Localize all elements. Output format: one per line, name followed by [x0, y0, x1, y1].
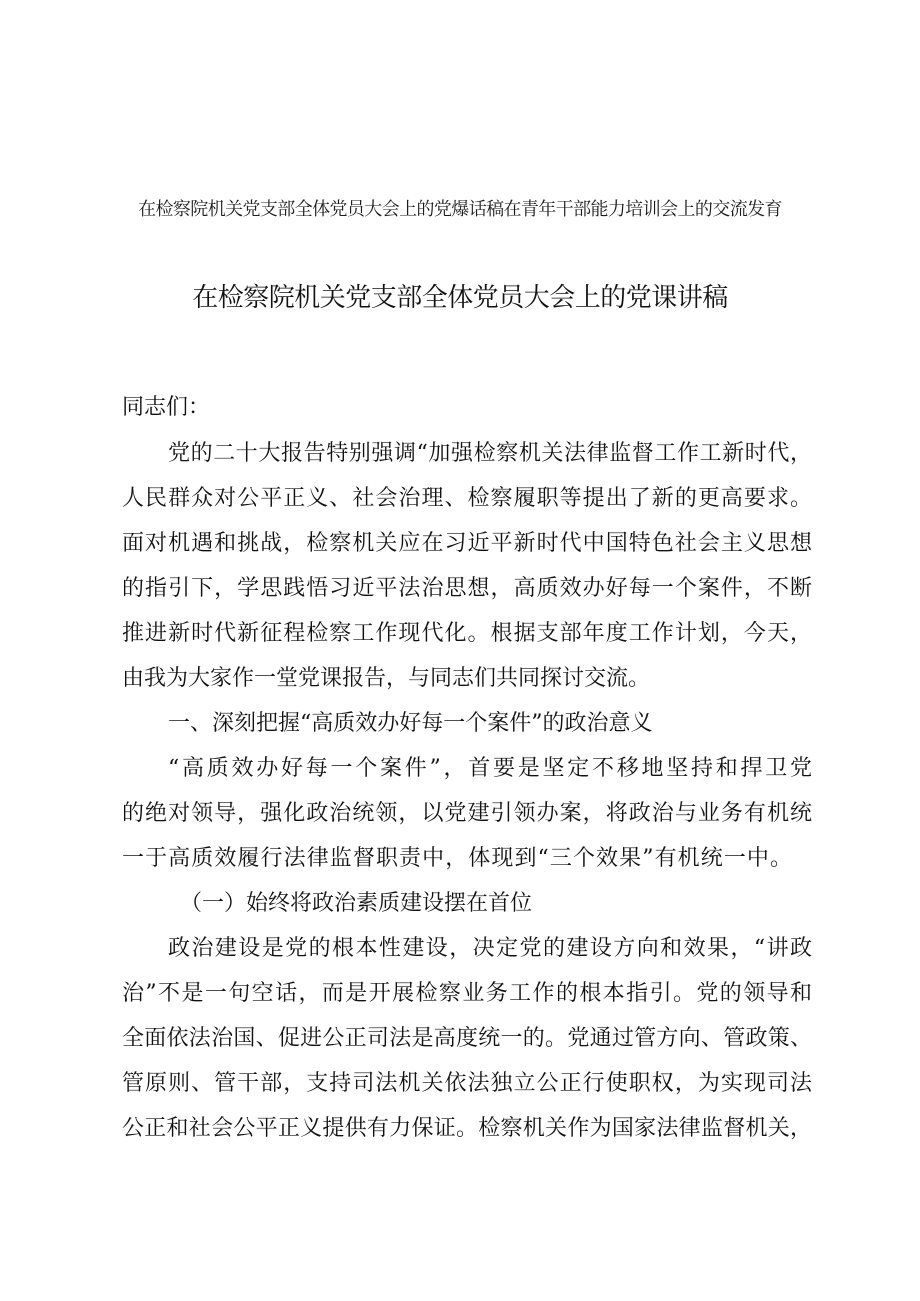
- body-line-9: 的绝对领导，强化政治统领，以党建引领办案，将政治与业务有机统: [122, 801, 812, 826]
- subsection-heading-1: （一）始终将政治素质建设摆在首位: [180, 891, 533, 916]
- document-body: [122, 386, 812, 856]
- body-line-1: 党的二十大报告特别强调“加强检察机关法律监督工作工新时代，: [168, 441, 812, 466]
- body-line-13: 治”不是一句空话，而是开展检察业务工作的根本指引。党的领导和: [122, 981, 812, 1006]
- document-body-continued: [122, 837, 812, 1257]
- body-line-5: 推进新时代新征程检察工作现代化。根据支部年度工作计划，今天，: [122, 621, 812, 646]
- body-line-14: 全面依法治国、促进公正司法是高度统一的。党通过管方向、管政策、: [122, 1026, 812, 1051]
- body-line-2: 人民群众对公平正义、社会治理、检察履职等提出了新的更高要求。: [122, 486, 812, 511]
- salutation: 同志们：: [122, 395, 211, 420]
- document-title: 在检察院机关党支部全体党员大会上的党课讲稿: [192, 283, 728, 313]
- body-line-4: 的指引下，学思践悟习近平法治思想，高质效办好每一个案件，不断: [122, 576, 812, 601]
- body-line-10: 一于高质效履行法律监督职责中，体现到“三个效果”有机统一中。: [122, 846, 792, 871]
- body-line-6: 由我为大家作一堂党课报告，与同志们共同探讨交流。: [122, 666, 651, 691]
- body-line-16: 公正和社会公平正义提供有力保证。检察机关作为国家法律监督机关，: [122, 1116, 812, 1141]
- body-line-8: “高质效办好每一个案件”，首要是坚定不移地坚持和捍卫党: [168, 756, 812, 781]
- body-line-3: 面对机遇和挑战，检察机关应在习近平新时代中国特色社会主义思想: [122, 531, 812, 556]
- body-line-12: 政治建设是党的根本性建设，决定党的建设方向和效果，“讲政: [168, 936, 812, 961]
- running-header: 在检察院机关党支部全体党员大会上的党爆话稿在青年干部能力培训会上的交流发育: [138, 199, 782, 220]
- section-heading-1: 一、深刻把握“高质效办好每一个案件”的政治意义: [168, 711, 653, 736]
- body-line-15: 管原则、管干部，支持司法机关依法独立公正行使职权，为实现司法: [122, 1071, 812, 1096]
